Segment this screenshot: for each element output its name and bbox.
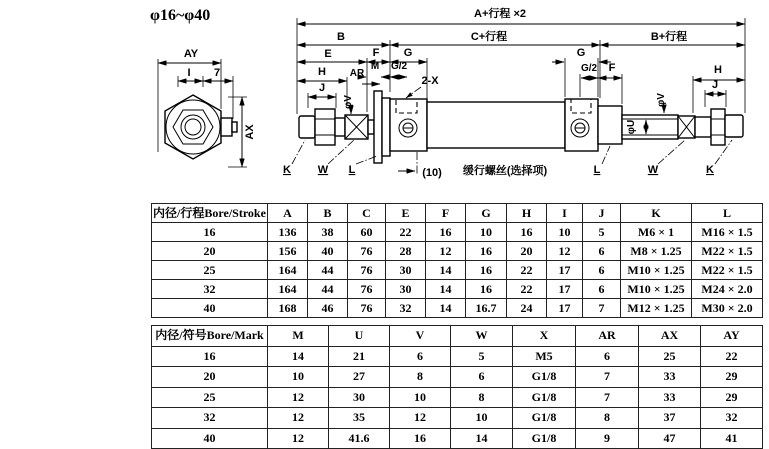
- dim-label-b: B: [337, 31, 345, 43]
- dimension-value-cell: 16: [390, 428, 451, 449]
- dimension-value-cell: 16: [466, 242, 507, 261]
- bore-size-cell: 40: [152, 299, 268, 318]
- dimension-value-cell: G1/8: [513, 408, 576, 429]
- dimension-value-cell: 30: [386, 261, 426, 280]
- dimension-value-cell: 40: [308, 242, 348, 261]
- bore-size-cell: 20: [152, 367, 268, 388]
- table-row: [152, 261, 763, 280]
- dimension-value-cell: 44: [308, 280, 348, 299]
- column-header: K: [621, 204, 692, 223]
- dimension-value-cell: M10 × 1.25: [621, 261, 692, 280]
- dimension-value-cell: 22: [507, 261, 547, 280]
- dimension-value-cell: 35: [329, 408, 390, 429]
- dimension-value-cell: 24: [507, 299, 547, 318]
- dimension-value-cell: 6: [583, 261, 621, 280]
- dimension-value-cell: 10: [451, 408, 513, 429]
- dim-label-f-left: F: [372, 47, 380, 59]
- dimension-value-cell: 10: [268, 367, 329, 388]
- rod-guide: [598, 106, 622, 144]
- bore-size-cell: 40: [152, 428, 268, 449]
- dimension-value-cell: 168: [268, 299, 308, 318]
- dim-label-10: (10): [422, 167, 442, 179]
- dimension-value-cell: 16.7: [466, 299, 507, 318]
- dimension-value-cell: 41.6: [329, 428, 390, 449]
- dimension-value-cell: 46: [308, 299, 348, 318]
- dimension-value-cell: 30: [329, 387, 390, 408]
- dimension-value-cell: 76: [348, 280, 386, 299]
- dimension-value-cell: M6 × 1: [621, 223, 692, 242]
- dimension-value-cell: 27: [329, 367, 390, 388]
- column-header: J: [583, 204, 621, 223]
- dimension-value-cell: G1/8: [513, 367, 576, 388]
- bore-stroke-table: [151, 203, 763, 318]
- dim-label-h-right: H: [714, 64, 722, 76]
- dimension-value-cell: 12: [268, 408, 329, 429]
- dimension-value-cell: 5: [451, 346, 513, 367]
- dimension-value-cell: M22 × 1.5: [692, 261, 763, 280]
- dimension-value-cell: 17: [547, 261, 583, 280]
- column-header: AY: [701, 326, 763, 347]
- dimension-value-cell: 20: [507, 242, 547, 261]
- dim-label-j-right: J: [711, 79, 719, 91]
- column-header: F: [426, 204, 466, 223]
- dimension-value-cell: 29: [701, 387, 763, 408]
- dimension-value-cell: 28: [386, 242, 426, 261]
- dim-label-l-right: L: [593, 164, 601, 176]
- dim-label-phi-v-right: φV: [656, 93, 667, 107]
- side-view-geometry: [299, 91, 743, 163]
- bore-size-cell: 32: [152, 280, 268, 299]
- bore-size-cell: 25: [152, 261, 268, 280]
- dimension-value-cell: 60: [348, 223, 386, 242]
- dimension-value-cell: 8: [451, 387, 513, 408]
- dimension-value-cell: G1/8: [513, 387, 576, 408]
- table-row: [152, 408, 763, 429]
- column-header: E: [386, 204, 426, 223]
- dimension-value-cell: 12: [426, 242, 466, 261]
- dim-label-c-stroke: C+行程: [470, 31, 508, 43]
- dimension-value-cell: 10: [547, 223, 583, 242]
- dimension-value-cell: 14: [268, 346, 329, 367]
- dimension-value-cell: 38: [308, 223, 348, 242]
- dimension-value-cell: 10: [390, 387, 451, 408]
- dimension-value-cell: 156: [268, 242, 308, 261]
- dimension-value-cell: 25: [639, 346, 701, 367]
- dim-label-k-right: K: [706, 164, 714, 176]
- dim-label-phi-u: φU: [626, 119, 637, 135]
- front-view: [158, 48, 256, 167]
- row-label-header: 内径/行程Bore/Stroke: [152, 204, 268, 223]
- dimension-value-cell: 76: [348, 299, 386, 318]
- right-rod-thread: [725, 115, 743, 137]
- dimension-value-cell: 164: [268, 261, 308, 280]
- front-view-geometry: [165, 95, 237, 159]
- bore-size-cell: 25: [152, 387, 268, 408]
- dim-label-i: I: [187, 67, 191, 79]
- dim-label-ax: AX: [244, 124, 256, 140]
- column-header: G: [466, 204, 507, 223]
- left-rod-nut: [315, 109, 335, 145]
- dim-label-k-left: K: [283, 164, 291, 176]
- right-end-cap: [565, 99, 598, 151]
- dim-label-phi-v-left: φV: [343, 95, 354, 109]
- column-header: C: [348, 204, 386, 223]
- dimension-value-cell: 9: [576, 428, 639, 449]
- dimension-value-cell: 12: [390, 408, 451, 429]
- dimension-value-cell: 32: [386, 299, 426, 318]
- dimension-value-cell: M22 × 1.5: [692, 242, 763, 261]
- cylinder-dimension-drawing: [0, 0, 769, 200]
- dimension-value-cell: 8: [390, 367, 451, 388]
- dim-label-a-stroke: A+行程 ×2: [474, 8, 526, 20]
- dimension-value-cell: M12 × 1.25: [621, 299, 692, 318]
- dim-label-w-right: W: [647, 164, 659, 176]
- dim-label-ay: AY: [183, 48, 199, 60]
- dimension-value-cell: 12: [547, 242, 583, 261]
- table-row: [152, 428, 763, 449]
- dimension-value-cell: 33: [639, 387, 701, 408]
- dimension-lines: [297, 6, 745, 179]
- bore-size-cell: 32: [152, 408, 268, 429]
- dimension-value-cell: 32: [701, 408, 763, 429]
- dimension-value-cell: M30 × 2.0: [692, 299, 763, 318]
- dimension-value-cell: 29: [701, 367, 763, 388]
- dim-label-g2-right: G/2: [580, 63, 598, 74]
- bore-size-cell: 20: [152, 242, 268, 261]
- side-view: [283, 6, 745, 179]
- dimension-value-cell: 17: [547, 299, 583, 318]
- dimension-value-cell: 7: [576, 367, 639, 388]
- column-header: W: [451, 326, 513, 347]
- bore-mark-table: [151, 325, 763, 449]
- dimension-value-cell: M16 × 1.5: [692, 223, 763, 242]
- dimension-value-cell: 6: [576, 346, 639, 367]
- dimension-value-cell: 16: [466, 261, 507, 280]
- column-header: AR: [576, 326, 639, 347]
- dimension-value-cell: 12: [268, 428, 329, 449]
- header-row: [152, 204, 763, 223]
- dimension-value-cell: 22: [701, 346, 763, 367]
- dimension-value-cell: 7: [583, 299, 621, 318]
- dim-label-w-left: W: [317, 164, 329, 176]
- dim-label-g-right: G: [576, 47, 586, 59]
- dimension-value-cell: 16: [426, 223, 466, 242]
- cushion-screw-note: 缓行螺丝(选择项): [462, 165, 548, 177]
- dimension-value-cell: 22: [507, 280, 547, 299]
- dim-label-g-left: G: [403, 47, 413, 59]
- dimension-value-cell: 7: [576, 387, 639, 408]
- dimension-value-cell: 10: [466, 223, 507, 242]
- row-label-header: 内径/符号Bore/Mark: [152, 326, 268, 347]
- dimension-value-cell: M24 × 2.0: [692, 280, 763, 299]
- column-header: V: [390, 326, 451, 347]
- dimension-value-cell: 14: [451, 428, 513, 449]
- table-row: [152, 367, 763, 388]
- column-header: A: [268, 204, 308, 223]
- dimension-value-cell: 12: [268, 387, 329, 408]
- dimension-value-cell: 16: [507, 223, 547, 242]
- dim-label-ar: AR: [349, 68, 365, 79]
- table-row: [152, 299, 763, 318]
- column-header: U: [329, 326, 390, 347]
- bore-size-cell: 16: [152, 223, 268, 242]
- table-row: [152, 242, 763, 261]
- dimension-value-cell: M8 × 1.25: [621, 242, 692, 261]
- column-header: X: [513, 326, 576, 347]
- dimension-value-cell: 44: [308, 261, 348, 280]
- dimension-value-cell: 76: [348, 242, 386, 261]
- dimension-value-cell: 37: [639, 408, 701, 429]
- dimension-value-cell: 22: [386, 223, 426, 242]
- dimension-value-cell: 6: [583, 280, 621, 299]
- dimension-value-cell: 8: [576, 408, 639, 429]
- dim-label-g2-left: G/2: [390, 61, 408, 72]
- dimension-value-cell: 14: [426, 299, 466, 318]
- dimension-value-cell: 164: [268, 280, 308, 299]
- left-rod-thread: [299, 116, 315, 138]
- column-header: I: [547, 204, 583, 223]
- column-header: H: [507, 204, 547, 223]
- dimension-value-cell: 41: [701, 428, 763, 449]
- dimension-value-cell: M10 × 1.25: [621, 280, 692, 299]
- dimension-value-cell: 47: [639, 428, 701, 449]
- dimension-value-cell: 16: [466, 280, 507, 299]
- dimension-value-cell: 6: [451, 367, 513, 388]
- dimension-value-cell: 6: [583, 242, 621, 261]
- dimension-value-cell: 136: [268, 223, 308, 242]
- header-row: [152, 326, 763, 347]
- drawing-title: φ16~φ40: [150, 7, 211, 24]
- column-header: AX: [639, 326, 701, 347]
- dim-label-j-left: J: [318, 82, 326, 94]
- right-rod-nut: [711, 109, 725, 145]
- dimension-value-cell: 30: [386, 280, 426, 299]
- dimension-value-cell: 5: [583, 223, 621, 242]
- dimension-value-cell: 6: [390, 346, 451, 367]
- dim-label-b-stroke: B+行程: [650, 31, 688, 43]
- dim-label-h-left: H: [318, 66, 326, 78]
- table-row: [152, 387, 763, 408]
- dimension-value-cell: 14: [426, 280, 466, 299]
- dimension-value-cell: M5: [513, 346, 576, 367]
- dimension-value-cell: 14: [426, 261, 466, 280]
- dimension-value-cell: G1/8: [513, 428, 576, 449]
- mounting-nut: [374, 91, 382, 163]
- dimension-value-cell: 76: [348, 261, 386, 280]
- dim-label-7: 7: [213, 67, 221, 79]
- column-header: M: [268, 326, 329, 347]
- table-row: [152, 280, 763, 299]
- dimension-value-cell: 21: [329, 346, 390, 367]
- column-header: L: [692, 204, 763, 223]
- dim-label-l-left: L: [348, 164, 356, 176]
- left-end-cap: [390, 99, 427, 151]
- table-row: [152, 223, 763, 242]
- dim-label-f-right: F: [608, 62, 616, 74]
- column-header: B: [308, 204, 348, 223]
- table-row: [152, 346, 763, 367]
- bore-size-cell: 16: [152, 346, 268, 367]
- dim-label-e: E: [324, 48, 332, 60]
- dim-label-2x: 2-X: [421, 75, 439, 87]
- dim-label-m: M: [370, 61, 380, 72]
- dimension-value-cell: 33: [639, 367, 701, 388]
- cylinder-tube: [427, 102, 565, 148]
- dimension-value-cell: 17: [547, 280, 583, 299]
